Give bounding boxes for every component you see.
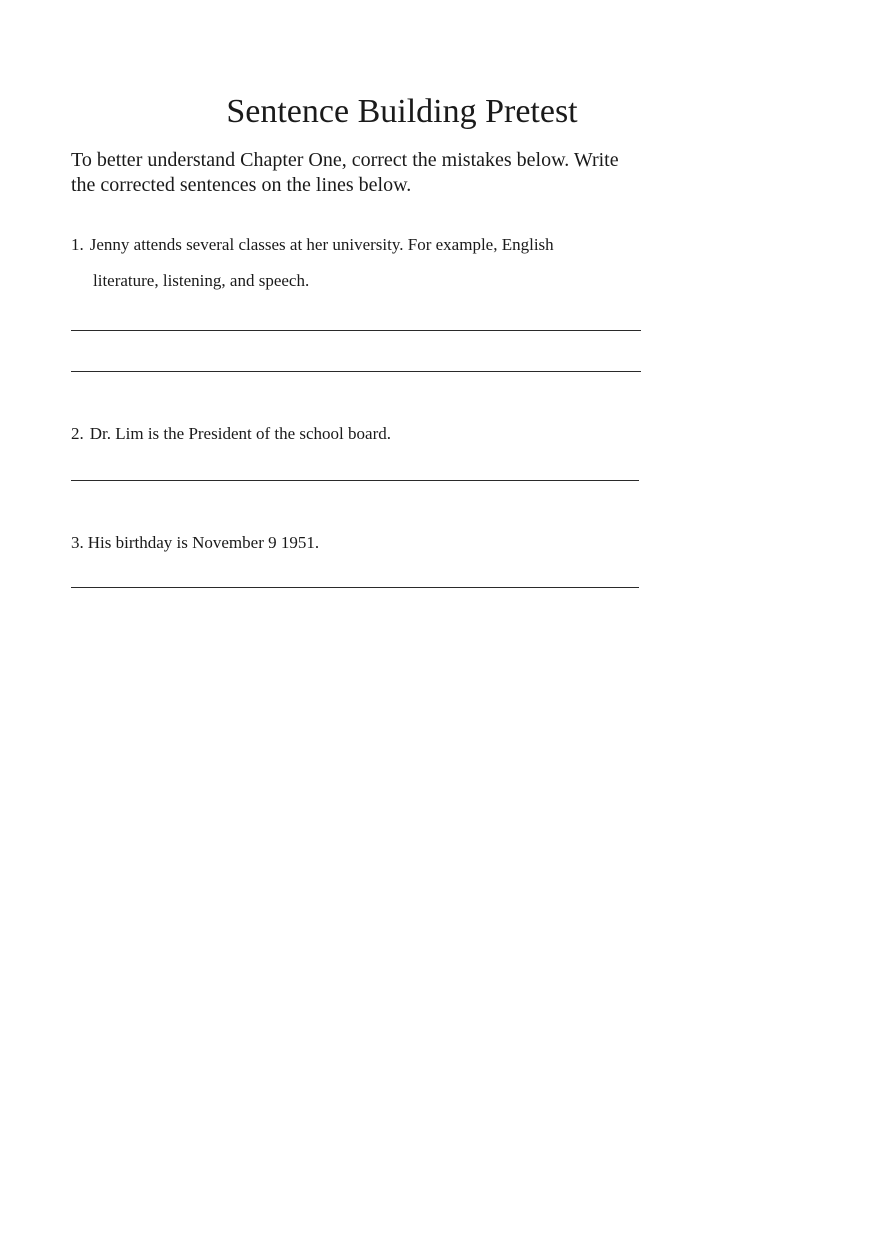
instructions <box>71 148 671 198</box>
question-1-continuation: literature, listening, and speech. <box>93 271 310 290</box>
answer-line-2[interactable] <box>71 480 639 481</box>
question-text: His birthday is November 9 1951. <box>87 533 320 552</box>
question-3 <box>71 532 319 554</box>
question-2 <box>71 423 391 445</box>
question-number: 1. <box>71 235 84 254</box>
answer-line-1a[interactable] <box>71 330 641 331</box>
question-number: 2. <box>71 424 84 443</box>
question-number: 3. <box>71 533 84 552</box>
instructions-line-2: the corrected sentences on the lines below. <box>71 174 412 196</box>
answer-line-1b[interactable] <box>71 371 641 372</box>
question-text: Jenny attends several classes at her university. For example, English <box>89 235 554 254</box>
instructions-line-1: To better understand Chapter One, correct the mistakes below. Write <box>71 149 619 171</box>
question-text: Dr. Lim is the President of the school board. <box>89 424 391 443</box>
answer-line-3[interactable] <box>71 587 639 588</box>
question-1 <box>71 234 554 256</box>
page-title: Sentence Building Pretest <box>226 93 578 130</box>
